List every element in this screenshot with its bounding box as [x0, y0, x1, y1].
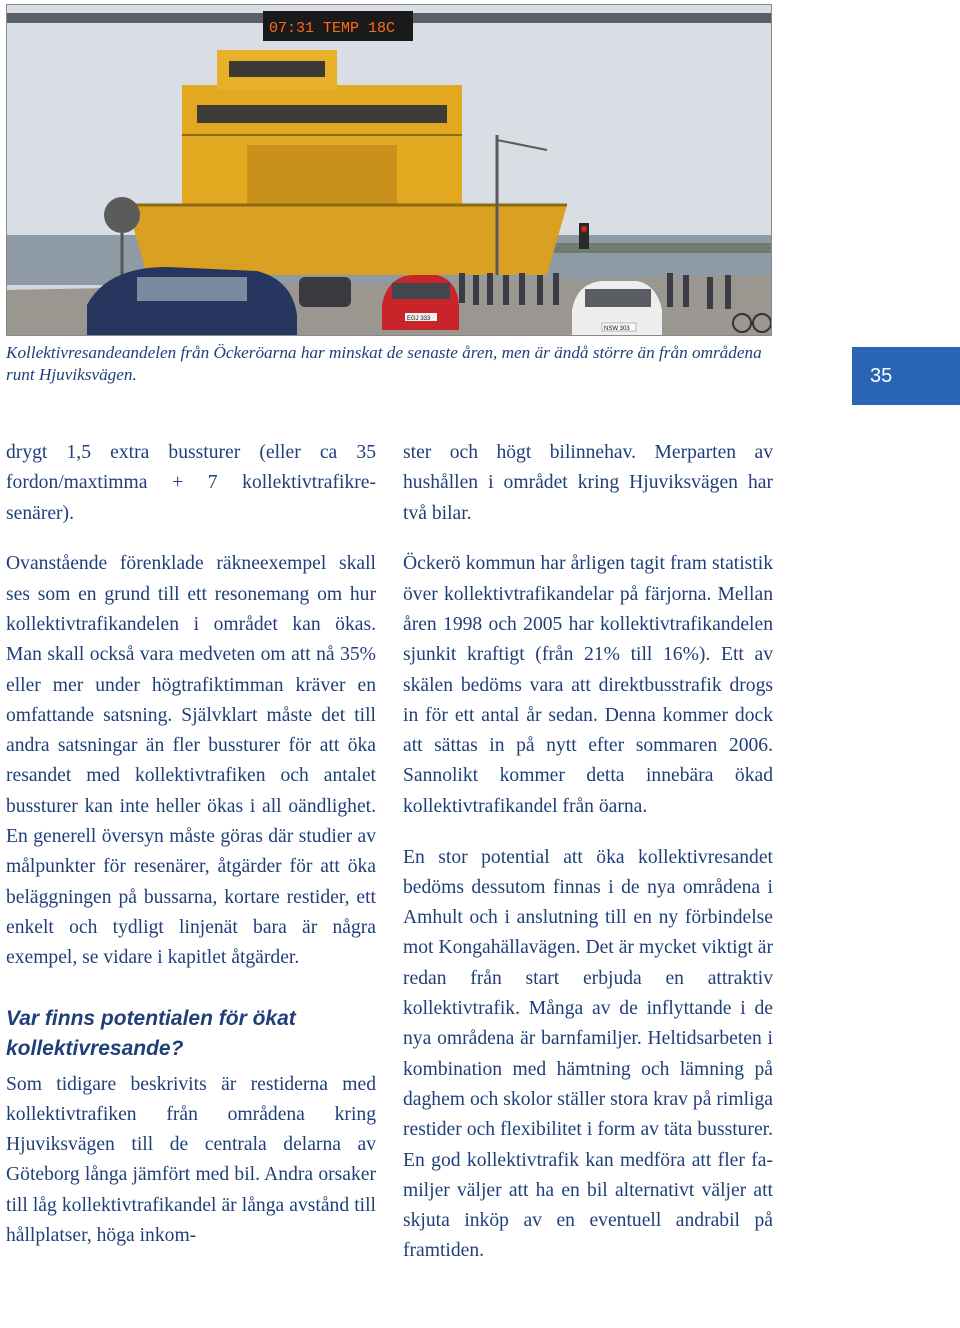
section-heading: Var finns potentialen för ökat kollektivresande? — [6, 1006, 296, 1060]
right-paragraph-3: En stor potential att öka kollektivresandet bedöms dessutom finnas i de nya områdena i Amhult och i anslutning till en ny förbindelse mot Kongahällavägen. Det är mycket viktigt är redan från start erbjuda en attraktiv kollektivtrafik. Många av de inflyttande i de nya områdena är barnfamiljer. Heltidsarbeten i kombination med hämtning och lämning på daghem och skolor ställer stora krav på rimliga restider och flexibilitet i form av täta bussturer. En god kollektivtrafik kan medföra att fler familjer väljer att ha en bil alternativt väljer att skjuta inköp av en eventuell andrabil på framtiden. — [403, 846, 773, 1262]
right-paragraph-2: Öckerö kommun har årligen tagit fram statistik över kollektivtrafikandelar på färjorna. Mellan åren 1998 och 2005 har kollektivtrafikandelen sjunkit kraftigt (från 21% till 16%). Ett av skälen bedöms vara att direktbusstrafik drogs in för ett antal år sedan. Denna kommer dock att sättas in på nytt efter sommaren 2006. Sannolikt kommer detta innebära ökad kollektivtrafikandel från öarna. — [403, 553, 773, 817]
photo-caption: Kollektivresandeandelen från Öckeröarna har minskat de senaste åren, men är ändå större än från områdena runt Hjuviksvägen. — [6, 343, 762, 384]
left-paragraph-3: Som tidigare beskrivits är restiderna med kollektivtrafiken från områdena kring Hjuviksvägen till de centrala delarna av Göteborg långa jämfört med bil. Andra orsaker till låg kollektivtrafikandel är långa avstånd till hållplatser, höga inkom- — [6, 1073, 376, 1247]
left-column — [6, 438, 376, 1272]
red-car-plate: EGJ 333 — [407, 316, 431, 322]
ferry-photo-icon — [7, 5, 772, 336]
right-paragraph-1: ster och högt bilinnehav. Merparten av hushållen i området kring Hjuviksvägen har två bilar. — [403, 442, 773, 524]
white-car-plate: NSW 303 — [604, 326, 630, 332]
gantry-sign-text: 07:31 TEMP 18C — [269, 20, 396, 37]
ferry-photo — [6, 4, 772, 336]
left-paragraph-1: drygt 1,5 extra bussturer (eller ca 35 fordon/maxtimma + 7 kollektivtrafikresenärer). — [6, 442, 376, 524]
page-number-tab — [852, 347, 960, 405]
left-paragraph-2: Ovanstående förenklade räkneexempel skall ses som en grund till ett resonemang om hur kollektivtrafikandelen i området kan ökas. Man skall också vara medveten om att nå 35% eller mer under högtrafiktimman kräver en omfattande satsning. Självklart måste det till andra satsningar än fler bussturer för att öka resandet med kollektivtrafiken och antalet bussturer kan inte heller ökas i all oändlighet. En generell översyn måste göras där studier av målpunkter för resenärer, åtgärder för att öka beläggningen på bussarna, kortare restider, ett enkelt och tydligt linjenät bara är några exempel, se vidare i kapitlet åtgärder. — [6, 553, 376, 969]
page-number: 35 — [870, 365, 893, 387]
right-column — [403, 438, 773, 1287]
